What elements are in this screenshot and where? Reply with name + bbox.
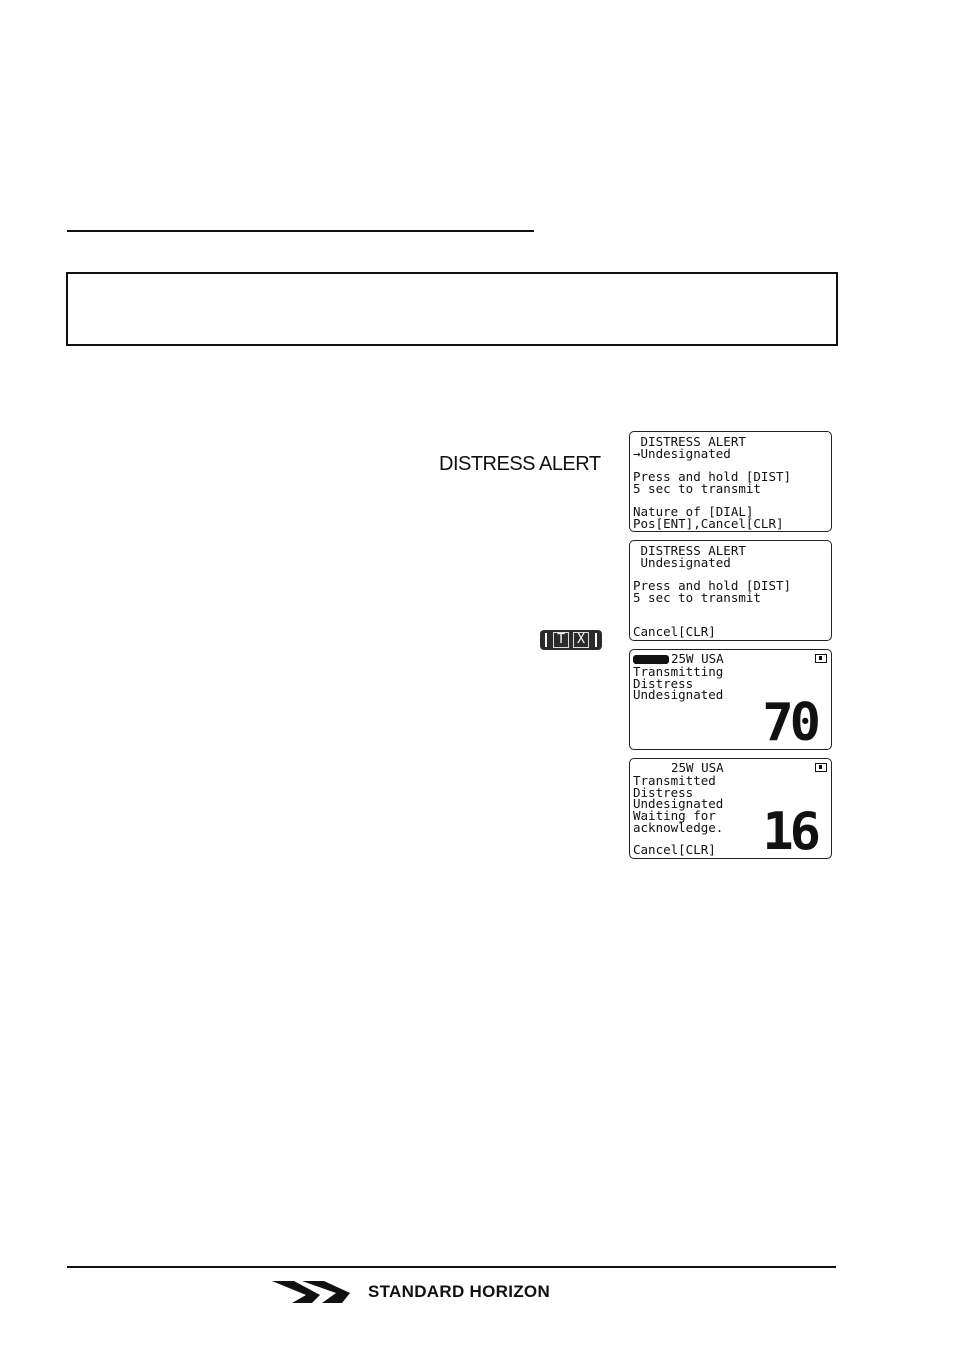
lcd-screen-transmitting <box>629 649 832 750</box>
footer-rule <box>67 1266 836 1268</box>
lcd-line: Press and hold [DIST] <box>633 469 792 485</box>
lcd-line: Distress <box>633 784 694 800</box>
lcd-status: 25W USA <box>671 760 724 775</box>
lcd-line: Pos[ENT],Cancel[CLR] <box>633 515 784 531</box>
lcd-line: Press and hold [DIST] <box>633 578 792 594</box>
lcd-line: →Undesignated <box>633 445 731 461</box>
lcd-line: acknowledge. <box>633 819 724 835</box>
lcd-line: Undesignated <box>633 554 731 570</box>
tx-letter-x: X <box>573 632 589 648</box>
lcd-line: Transmitted <box>633 773 716 788</box>
brand-logo <box>272 1279 550 1305</box>
brand-mark-icon <box>272 1279 358 1305</box>
section-rule <box>67 230 534 232</box>
lcd-line: Undesignated <box>633 687 724 703</box>
lcd-line: 5 sec to transmit <box>633 589 761 605</box>
lcd-line: Distress <box>633 675 694 691</box>
gps-icon <box>815 763 827 772</box>
tx-indicator-icon <box>540 630 602 650</box>
channel-number: 16 <box>762 802 817 859</box>
lcd-line: DISTRESS ALERT <box>633 543 746 558</box>
gps-icon <box>815 654 827 663</box>
lcd-line: Undesignated <box>633 796 724 812</box>
lcd-line: 5 sec to transmit <box>633 480 761 496</box>
lcd-screen-distress-hold <box>629 540 832 641</box>
lcd-line: Waiting for <box>633 808 716 824</box>
busy-indicator-icon <box>633 655 669 664</box>
lcd-screen-distress-select <box>629 431 832 532</box>
lcd-footer: Cancel[CLR] <box>633 842 716 858</box>
lcd-line: Nature of [DIAL] <box>633 504 754 520</box>
lcd-line: DISTRESS ALERT <box>633 434 746 449</box>
lcd-status: 25W USA <box>671 651 724 666</box>
lcd-screen-transmitted <box>629 758 832 859</box>
lcd-line: Transmitting <box>633 664 724 679</box>
tx-letter-t: T <box>553 632 569 648</box>
lcd-footer: Cancel[CLR] <box>633 624 716 640</box>
note-box <box>66 272 838 346</box>
channel-number: 70 <box>762 693 817 750</box>
brand-name: STANDARD HORIZON <box>368 1282 551 1301</box>
distress-alert-label: DISTRESS ALERT <box>439 453 601 475</box>
